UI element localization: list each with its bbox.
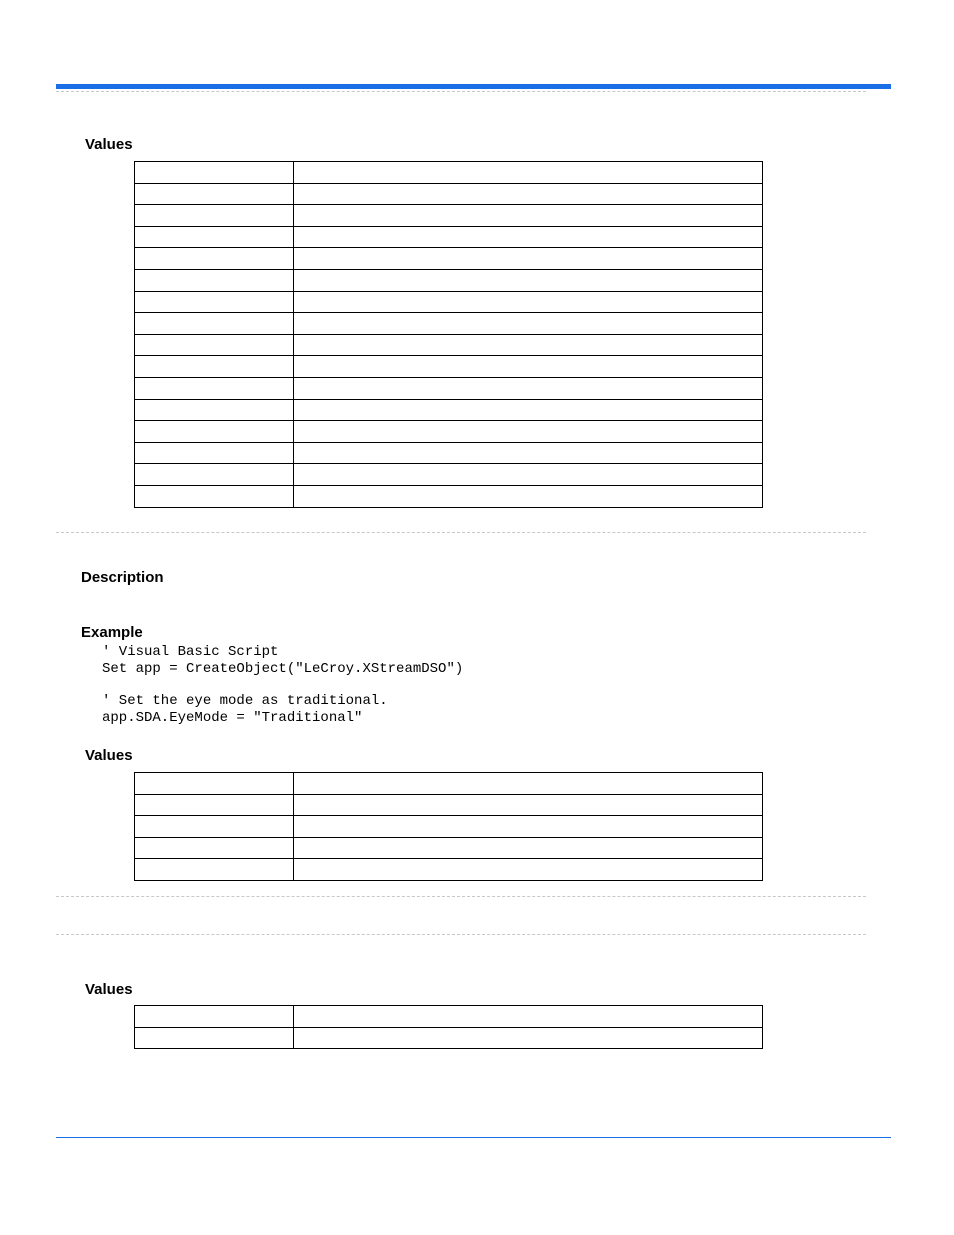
table-row	[135, 442, 763, 464]
table-row	[135, 183, 763, 205]
value-cell	[135, 356, 294, 378]
table-row	[135, 248, 763, 270]
description-cell	[294, 794, 763, 816]
value-cell	[135, 377, 294, 399]
value-cell	[135, 464, 294, 486]
table-row	[135, 464, 763, 486]
values-table-1	[134, 161, 763, 508]
table-row	[135, 291, 763, 313]
table-row	[135, 1027, 763, 1049]
table-row	[135, 773, 763, 795]
value-cell	[135, 334, 294, 356]
table-row	[135, 485, 763, 507]
table-row	[135, 162, 763, 184]
value-cell	[135, 837, 294, 859]
example-heading: Example	[81, 624, 143, 641]
description-cell	[294, 248, 763, 270]
value-cell	[135, 205, 294, 227]
description-cell	[294, 356, 763, 378]
description-cell	[294, 183, 763, 205]
value-cell	[135, 162, 294, 184]
table-row	[135, 269, 763, 291]
table-row	[135, 794, 763, 816]
code-line: ' Set the eye mode as traditional.	[102, 693, 388, 709]
table-row	[135, 421, 763, 443]
description-cell	[294, 334, 763, 356]
value-cell	[135, 1027, 294, 1049]
value-cell	[135, 859, 294, 881]
value-cell	[135, 421, 294, 443]
table-row	[135, 859, 763, 881]
description-cell	[294, 464, 763, 486]
value-cell	[135, 248, 294, 270]
description-cell	[294, 205, 763, 227]
value-cell	[135, 773, 294, 795]
value-cell	[135, 313, 294, 335]
description-cell	[294, 421, 763, 443]
section-separator-3	[56, 934, 866, 935]
code-line: app.SDA.EyeMode = "Traditional"	[102, 709, 363, 726]
value-cell	[135, 794, 294, 816]
section-separator-1	[56, 532, 866, 533]
description-cell	[294, 485, 763, 507]
description-cell	[294, 773, 763, 795]
section-separator-2	[56, 896, 866, 897]
table-row	[135, 377, 763, 399]
description-cell	[294, 442, 763, 464]
table-row	[135, 226, 763, 248]
description-cell	[294, 162, 763, 184]
description-cell	[294, 269, 763, 291]
table-row	[135, 816, 763, 838]
value-cell	[135, 485, 294, 507]
value-cell	[135, 291, 294, 313]
description-cell	[294, 1006, 763, 1028]
description-heading: Description	[81, 569, 164, 586]
description-cell	[294, 816, 763, 838]
values-heading-1: Values	[85, 136, 133, 153]
table-row	[135, 356, 763, 378]
table-row	[135, 837, 763, 859]
description-cell	[294, 859, 763, 881]
table-row	[135, 313, 763, 335]
values-table-2	[134, 772, 763, 881]
table-row	[135, 205, 763, 227]
values-table-3	[134, 1005, 763, 1049]
example-code-block	[102, 644, 463, 726]
table-row	[135, 334, 763, 356]
value-cell	[135, 1006, 294, 1028]
values-heading-3: Values	[85, 981, 133, 998]
description-cell	[294, 399, 763, 421]
footer-rule	[56, 1137, 891, 1138]
value-cell	[135, 442, 294, 464]
table-row	[135, 399, 763, 421]
description-cell	[294, 377, 763, 399]
header-accent-bar	[56, 84, 891, 89]
value-cell	[135, 226, 294, 248]
header-dashed-rule	[56, 91, 866, 92]
value-cell	[135, 269, 294, 291]
description-cell	[294, 226, 763, 248]
description-cell	[294, 291, 763, 313]
description-cell	[294, 837, 763, 859]
description-cell	[294, 1027, 763, 1049]
value-cell	[135, 816, 294, 838]
description-cell	[294, 313, 763, 335]
values-heading-2: Values	[85, 747, 133, 764]
value-cell	[135, 183, 294, 205]
code-line: ' Visual Basic Script	[102, 644, 279, 660]
value-cell	[135, 399, 294, 421]
table-row	[135, 1006, 763, 1028]
code-line: Set app = CreateObject("LeCroy.XStreamDSO")	[102, 660, 464, 677]
